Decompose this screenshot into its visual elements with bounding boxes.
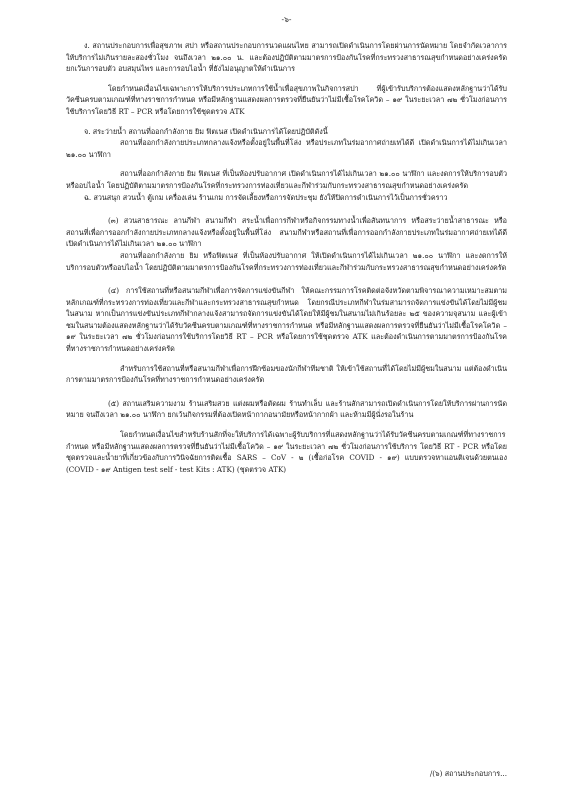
- paragraph-item-5: (๕) สถานเสริมความงาม ร้านเสริมสวย แต่งผมหรือตัดผม ร้านทำเล็บ และร้านสักสามารถเปิดดำเนินการโดยให้บริการผ่านการนัดหมาย จนถึงเวลา ๒๑.๐๐ นาฬิกา ยกเว้นกิจกรรมที่ต้องเปิดหน้ากากอนามัยหรือหน้ากากผ้า และห้ามมีผู้นั่งรอในร้าน: [66, 398, 507, 420]
- paragraph-spa-condition: โดยกำหนดเงื่อนไขเฉพาะการให้บริการประเภทการใช้น้ำเพื่อสุขภาพในกิจการสปา ที่ผู้เข้ารับบริการต้องแสดงหลักฐานว่าได้รับวัคซีนครบตามเกณฑ์ที่ทางราชการกำหนด หรือมีหลักฐานแสดงผลการตรวจที่ยืนยันว่าไม่มีเชื้อโรคโควิด – ๑๙ ในระยะเวลา ๗๒ ชั่วโมงก่อนการใช้บริการโดยวิธี RT – PCR หรือโดยการใช้ชุดตรวจ ATK: [66, 83, 507, 116]
- page-number: -๖-: [281, 15, 292, 24]
- paragraph-item-3-aircon: สถานที่ออกกำลังกาย ยิม หรือฟิตเนส ที่เป็นห้องปรับอากาศ ให้เปิดดำเนินการได้ไม่เกินเวลา ๒๑.๐๐ นาฬิกา และงดการให้บริการอบตัวหรืออบไอน้ำ โดยปฏิบัติตามมาตรการป้องกันโรคที่กระทรวงการท่องเที่ยวและกีฬาร่วมกับกระทรวงสาธารณสุขกำหนดอย่างเคร่งครัด: [66, 250, 507, 272]
- paragraph-item-4: (๔) การใช้สถานที่หรือสนามกีฬาเพื่อการจัดการแข่งขันกีฬา ให้คณะกรรมการโรคติดต่อจังหวัดตามพิจารณาความเหมาะสมตามหลักเกณฑ์ที่กระทรวงการท่องเที่ยวและกีฬาและกระทรวงสาธารณสุขกำหนด โดยกรณีประเภทกีฬาในร่มสามารถจัดการแข่งขันได้โดยไม่มีผู้ชมในสนาม หากเป็นการแข่งขันประเภทกีฬากลางแจ้งสามารถจัดการแข่งขันได้โดยให้มีผู้ชมในสนามไม่เกินร้อยละ ๒๕ ของความจุสนาม และผู้เข้าชมในสนามต้องแสดงหลักฐานว่าได้รับวัคซีนครบตามเกณฑ์ที่ทางราชการกำหนด หรือมีหลักฐานแสดงผลการตรวจที่ยืนยันว่าไม่มีเชื้อโรคโควิด – ๑๙ ในระยะเวลา ๗๒ ชั่วโมงก่อนการใช้บริการโดยวิธี RT – PCR หรือโดยการใช้ชุดตรวจ ATK และต้องดำเนินการตามมาตรการป้องกันโรคที่ทางราชการกำหนดอย่างเคร่งครัด: [66, 286, 507, 354]
- paragraph-item-5-tattoo: โดยกำหนดเงื่อนไขสำหรับร้านสักที่จะให้บริการได้เฉพาะผู้รับบริการที่แสดงหลักฐานว่าได้รับวัคซีนครบตามเกณฑ์ที่ทางราชการกำหนด หรือมีหลักฐานแสดงผลการตรวจที่ยืนยันว่าไม่มีเชื้อโควิด – ๑๙ ในระยะเวลา ๗๒ ชั่วโมงก่อนการใช้บริการ โดยวิธี RT - PCR หรือโดยชุดตรวจและน้ำยาที่เกี่ยวข้องกับการวินิจฉัยการติดเชื้อ SARS – CoV - ๒ (เชื้อก่อโรค COVID - ๑๙) แบบตรวจหาแอนติเจนด้วยตนเอง (COVID - ๑๙ Antigen test self - test Kits : ATK) (ชุดตรวจ ATK): [66, 430, 507, 474]
- paragraph-spa: ง. สถานประกอบการเพื่อสุขภาพ สปา หรือสถานประกอบการนวดแผนไทย สามารถเปิดดำเนินการโดยผ่านการนัดหมาย โดยจำกัดเวลาการให้บริการไม่เกินรายละสองชั่วโมง จนถึงเวลา ๒๑.๐๐ น. และต้องปฏิบัติตามมาตรการป้องกันโรคที่กระทรวงสาธารณสุขกำหนดอย่างเคร่งครัด ยกเว้นการอบตัว อบสมุนไพร และการอบไอน้ำ ที่ยังไม่อนุญาตให้ดำเนินการ: [66, 41, 507, 74]
- paragraph-item-4-training: สำหรับการใช้สถานที่หรือสนามกีฬาเพื่อการฝึกซ้อมของนักกีฬาทีมชาติ ให้เข้าใช้สถานที่ได้โดยไม่มีผู้ชมในสนาม แต่ต้องดำเนินการตามมาตรการป้องกันโรคที่ทางราชการกำหนดอย่างเคร่งครัด: [66, 363, 507, 385]
- paragraph-amusement-closed: ฉ. สวนสนุก สวนน้ำ ตู้เกม เครื่องเล่น ร้านเกม การจัดเลี้ยงหรือการจัดประชุม ยังให้ปิดการดำเนินการไว้เป็นการชั่วคราว: [84, 192, 448, 202]
- paragraph-item-3: (๓) สวนสาธารณะ ลานกีฬา สนามกีฬา สระน้ำเพื่อการกีฬาหรือกิจกรรมทางน้ำเพื่อสันทนาการ หรือสระว่ายน้ำสาธารณะ หรือสถานที่เพื่อการออกกำลังกายประเภทกลางแจ้งหรือตั้งอยู่ในพื้นที่โล่ง สนามกีฬาหรือสถานที่เพื่อการออกกำลังกายประเภทในร่มอากาศถ่ายเทได้ดี เปิดดำเนินการได้ไม่เกินเวลา ๒๑.๐๐ นาฬิกา: [66, 216, 507, 249]
- paragraph-gym-heading: จ. สระว่ายน้ำ สถานที่ออกกำลังกาย ยิม ฟิตเนส เปิดดำเนินการได้โดยปฏิบัติดังนี้: [84, 126, 328, 136]
- paragraph-gym-aircon: สถานที่ออกกำลังกาย ยิม ฟิตเนส ที่เป็นห้องปรับอากาศ เปิดดำเนินการได้ไม่เกินเวลา ๒๑.๐๐ นาฬิกา และงดการให้บริการอบตัวหรืออบไอน้ำ โดยปฏิบัติตามมาตรการป้องกันโรคที่กระทรวงการท่องเที่ยวและกีฬาร่วมกับกระทรวงสาธารณสุขกำหนดอย่างเคร่งครัด: [66, 169, 507, 190]
- continuation-footer: /(๖) สถานประกอบการ...: [429, 769, 507, 778]
- paragraph-gym-outdoor: สถานที่ออกกำลังกายประเภทกลางแจ้งหรือตั้งอยู่ในพื้นที่โล่ง หรือประเภทในร่มอากาศถ่ายเทได้ดี เปิดดำเนินการได้ไม่เกินเวลา ๒๑.๐๐ นาฬิกา: [66, 138, 507, 159]
